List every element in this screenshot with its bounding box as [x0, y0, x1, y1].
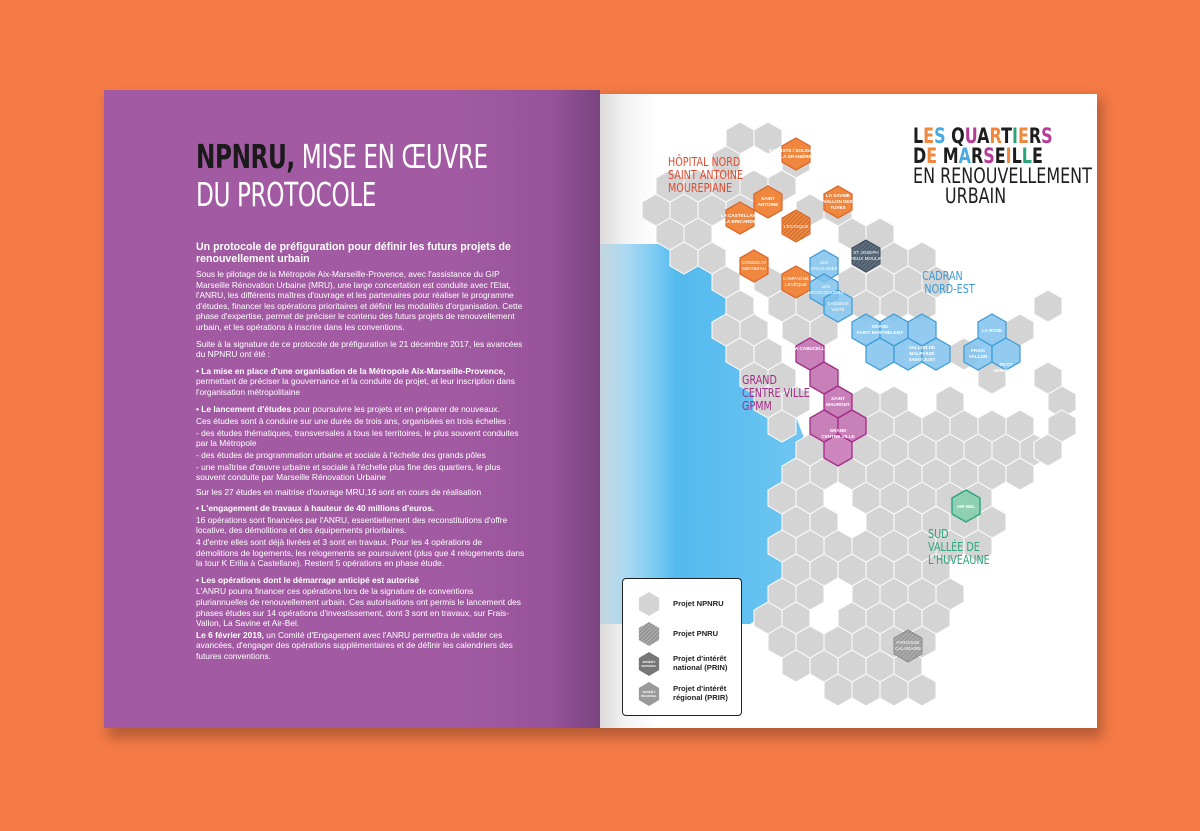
- label-savine-3: TUVES: [830, 205, 846, 210]
- body-text: [196, 241, 526, 668]
- label-savine-2: VALLON DES: [823, 199, 853, 204]
- label-micocouliers-1: LES: [821, 284, 831, 289]
- label-consolat-1: CONSOLAT: [741, 260, 767, 265]
- bullet-travaux: • L'engagement de travaux à hauteur de 40 millions d'euros.: [196, 503, 435, 514]
- label-estaque: L'ESTAQUE: [783, 224, 809, 229]
- label-st-antoine-2: ANTOINE: [757, 202, 779, 207]
- label-st-mauront-1: SAINT: [831, 396, 845, 401]
- legend-prir-hex-l1: INTÉRÊT: [642, 690, 656, 695]
- label-bassens-1: BASSENS: [827, 301, 849, 306]
- label-st-joseph-2: VIEUX MOULIN: [849, 256, 883, 261]
- label-castellane-2: LA BRICARDE: [724, 219, 756, 224]
- map-title-line1: LES QUARTIERS: [913, 124, 1053, 148]
- bullet-etudes: • Le lancement d'études pour poursuivre les projets et en préparer de nouveaux.: [196, 403, 500, 414]
- legend-prir-hex-l2: RÉGIONAL: [641, 693, 657, 698]
- map-title-line3: EN RENOUVELLEMENT: [913, 164, 1092, 188]
- paragraph-comite: Le 6 février 2019, un Comité d'Engagement avec l'ANRU permettra de valider ces avancées, d'engager des opérations supplémentaires et de définir les calendriers des futures conventions.: [196, 629, 513, 661]
- label-bassens-2: VISTE: [831, 307, 845, 312]
- etudes-item-3: - une maîtrise d'œuvre urbaine et sociale à l'échelle plus fine des quartiers, le plus souvent conduite par Marseille Rénovation Urbaine: [196, 461, 501, 483]
- label-kalliste-1: KALLISTE / SOLIDARITÉ: [768, 148, 824, 153]
- label-kalliste-2: LA GRANIÈRE: [780, 154, 812, 159]
- label-st-barth-2: SAINT BARTHÉLEMY: [856, 330, 904, 335]
- label-micocouliers-2: MICOCOULIERS: [808, 290, 844, 295]
- travaux-p1: 16 opérations sont financées par l'ANRU, essentiellement des reconstitutions d'offre locative, des démolitions et des équipements prioritaires.: [196, 514, 508, 536]
- anticipe-p1: L'ANRU pourra financer ces opérations lors de la signature de conventions pluriannuelles de renouvellement urbain. Ces autorisations ont permis le lancement des phases études sur 14 opérations d'investissement, dont 3 sont en travaux, sur Frais-Vallon, La Savine et Air-Bel.: [196, 586, 521, 629]
- label-centre-1: GRAND: [829, 428, 847, 433]
- title-line2: DU PROTOCOLE: [196, 175, 377, 214]
- label-malpasse-2: MALPASSÉ: [909, 351, 935, 356]
- label-malpasse-1: VALLON DE: [908, 345, 936, 350]
- section-heading: Un protocole de préfiguration pour définir les futurs projets de renouvellement urbain: [196, 241, 511, 265]
- label-petit-2: SÉMINAIRE: [993, 368, 1019, 373]
- map-title-line4: URBAIN: [944, 184, 1007, 208]
- label-paroisse-1: PAROISSE: [896, 640, 920, 645]
- label-aygalades-2: AYGALADES: [810, 266, 838, 271]
- label-st-mauront-2: MAURONT: [826, 402, 850, 407]
- map-title-line2: DE MARSEILLE: [913, 144, 1043, 168]
- label-airbel: AIR BEL: [956, 504, 976, 509]
- right-page: [600, 94, 1097, 728]
- label-cabucelle: LA CABUCELLE: [792, 346, 828, 351]
- etudes-count: Sur les 27 études en maitrise d'ouvrage MRU,16 sont en cours de réalisation: [196, 486, 482, 497]
- label-frais-2: VALLON: [968, 354, 988, 359]
- title-bold: NPNRU,: [196, 137, 295, 176]
- label-malpasse-3: SAINT-JUST: [908, 357, 936, 362]
- bullet-anticipe: • Les opérations dont le démarrage anticipé est autorisé: [196, 574, 420, 585]
- label-consolat-2: MIRABEAU: [742, 266, 766, 271]
- region-cadran: CADRAN NORD-EST: [922, 269, 975, 296]
- legend-pnru-hex: [637, 621, 661, 647]
- etudes-intro: Ces études sont à conduire sur une durée de trois ans, organisées en trois échelles :: [196, 416, 511, 427]
- label-castellane-1: LA CASTELLANE: [720, 213, 760, 218]
- label-centre-2: CENTRE VILLE: [821, 434, 855, 439]
- paragraph-signature: Suite à la signature de ce protocole de préfiguration le 21 décembre 2017, les avancées du NPNRU ont été :: [196, 338, 523, 360]
- label-petit-1: PETIT: [999, 362, 1013, 367]
- legend-prin-hex: [637, 651, 661, 677]
- label-frais-1: FRAIS: [971, 348, 985, 353]
- region-nord: HÔPITAL NORD SAINT ANTOINE MOUREPIANE: [668, 155, 744, 195]
- label-st-joseph-1: ST JOSEPH: [853, 250, 879, 255]
- legend-prin-hex-l2: NATIONAL: [641, 663, 657, 668]
- label-st-antoine-1: SAINT: [761, 196, 775, 201]
- map-legend: Projet NPNRU Projet PNRU INTÉRÊT NATIONAL Projet d'intérêt national (PRIN) INTÉRÊT RÉGIONAL Projet d'intérêt régional (PRIR): [622, 578, 742, 716]
- label-campagne-2: LÉVÊQUE: [785, 282, 807, 287]
- label-st-barth-1: GRAND: [871, 324, 889, 329]
- page-title: [196, 138, 488, 214]
- map-title: [913, 126, 1092, 206]
- legend-npnru-hex: [637, 591, 661, 617]
- region-sud: SUD VALLÉE DE L'HUVEAUNE: [928, 527, 990, 567]
- label-paroisse-2: CALADAIRE: [894, 646, 922, 651]
- etudes-item-2: - des études de programmation urbaine et sociale à l'échelle des grands pôles: [196, 449, 486, 460]
- etudes-item-1: - des études thématiques, transversales à tous les territoires, le plus souvent conduites par la Métropole: [196, 427, 519, 449]
- bullet-organisation: • La mise en place d'une organisation de la Métropole Aix-Marseille-Provence, permettant de préciser la gouvernance et la conduite de projet, et leur inscription dans l'organisation métropolitaine: [196, 365, 515, 397]
- travaux-p2: 4 d'entre elles sont déjà livrées et 3 sont en travaux. Pour les 4 opérations de démolitions de logements, les relogements se poursuivent (plus que 4 relogements dans la tour K Erilia à Castellane). Restent 5 opérations en phase étude.: [196, 537, 525, 569]
- label-savine-1: LA SAVINE: [826, 193, 850, 198]
- label-campagne-1: CAMPAGNE: [783, 276, 809, 281]
- title-line1: MISE EN ŒUVRE: [294, 137, 488, 176]
- label-aygalades-1: LES: [819, 260, 829, 265]
- label-rose: LA ROSE: [981, 328, 1003, 333]
- region-centre: GRAND CENTRE VILLE GPMM: [742, 373, 810, 413]
- legend-prin-hex-l1: INTÉRÊT: [642, 660, 656, 665]
- paragraph-intro: Sous le pilotage de la Métropole Aix-Marseille-Provence, avec l'assistance du GIP Marseille Rénovation Urbaine (MRU), une large concertation est conduite avec l'Etat, l'ANRU, les différents maîtres d'ouvrage et les partenaires pour réaliser le programme d'études, financer les opérations prioritaires et définir les modalités d'organisation. Cette phase d'expertise, permet de préciser le contenu des futurs projets de renouvellement urbain, et les opérations à inscrire dans les conventions.: [196, 269, 523, 332]
- legend-prir-hex: [637, 681, 661, 707]
- left-page: [104, 90, 600, 728]
